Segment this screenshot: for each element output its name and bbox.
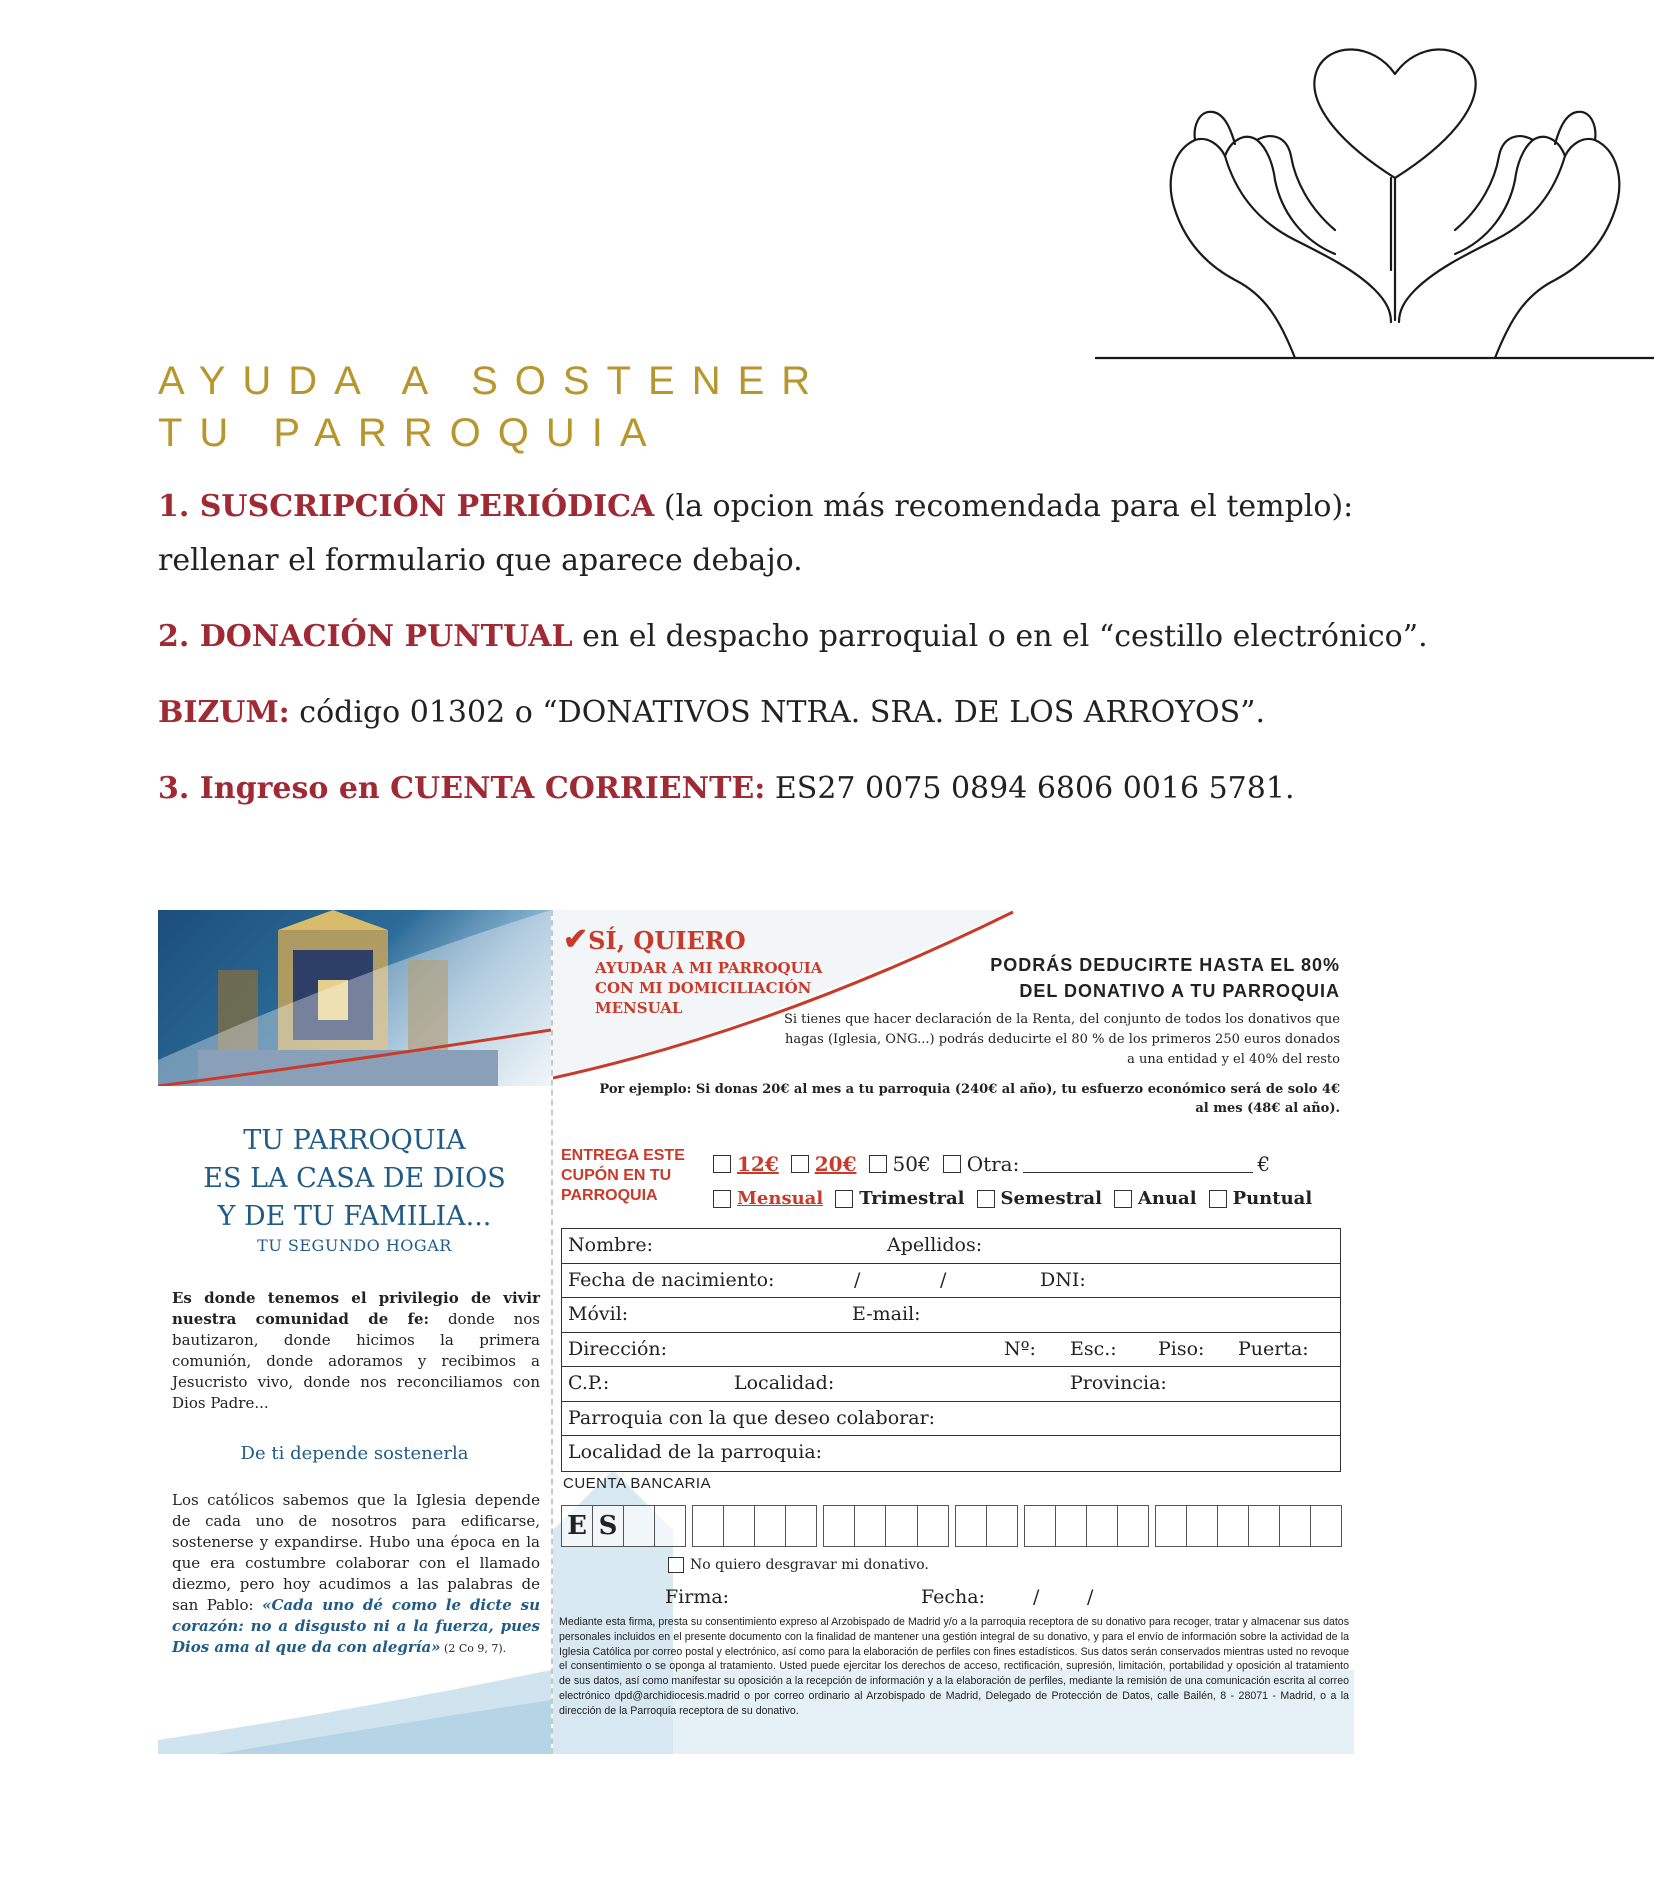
iban-cell[interactable]	[955, 1505, 987, 1547]
yes-i-want-heading	[563, 922, 746, 957]
option-bizum	[158, 686, 1458, 740]
freq-annual-option[interactable]	[1114, 1188, 1197, 1209]
freq-quarterly-label: Trimestral	[859, 1188, 965, 1209]
date-separator: /	[854, 1268, 861, 1291]
freq-monthly-checkbox[interactable]	[713, 1190, 731, 1208]
freq-once-option[interactable]	[1209, 1188, 1313, 1209]
no-tax-deduction-label: No quiero desgravar mi donativo.	[690, 1557, 929, 1573]
amount-other-label: Otra:	[966, 1152, 1020, 1176]
amount-50-option[interactable]	[869, 1152, 931, 1176]
amount-20-option[interactable]	[791, 1152, 857, 1176]
freq-semester-label: Semestral	[1000, 1188, 1102, 1209]
option-one-time	[158, 610, 1458, 664]
amount-12-option[interactable]	[713, 1152, 779, 1176]
amount-other-option[interactable]	[943, 1152, 1270, 1176]
personal-data-form	[561, 1228, 1341, 1472]
amount-12-checkbox[interactable]	[713, 1155, 731, 1173]
option-label: 2. DONACIÓN PUNTUAL	[158, 619, 573, 654]
iban-cell[interactable]	[1217, 1505, 1249, 1547]
escalera-label: Esc.:	[1070, 1337, 1117, 1360]
coupon-title-line: ES LA CASA DE DIOS	[203, 1163, 506, 1194]
amount-50-checkbox[interactable]	[869, 1155, 887, 1173]
amount-options	[713, 1152, 1343, 1176]
heading-line-1: AYUDA A SOSTENER	[158, 359, 828, 403]
coupon-title	[158, 1122, 551, 1236]
freq-annual-label: Anual	[1137, 1188, 1197, 1209]
bank-account-label: CUENTA BANCARIA	[563, 1475, 712, 1492]
iban-cell[interactable]	[1024, 1505, 1056, 1547]
paragraph-text: Los católicos sabemos que la Iglesia depende de cada uno de nosotros para edificarse, sostenerse y expandirse. Hubo una época en la que era costumbre colaborar con el llamado diezmo, pero hoy acudimos a las palabras de san Pablo:	[172, 1491, 540, 1614]
coupon-paragraph-2	[172, 1490, 540, 1659]
option-label: BIZUM:	[158, 695, 290, 730]
tax-deduction-text: Si tienes que hacer declaración de la Renta, del conjunto de todos los donativos que hagas (Iglesia, ONG...) podrás deducirte el 80 % de los primeros 250 euros donados a una entidad y el 40% del resto	[783, 1012, 1340, 1067]
deduction-line: PODRÁS DEDUCIRTE HASTA EL 80%	[990, 955, 1340, 975]
freq-quarterly-checkbox[interactable]	[835, 1190, 853, 1208]
amount-12-label: 12€	[737, 1152, 779, 1176]
iban-cell[interactable]	[917, 1505, 949, 1547]
option-text: en el despacho parroquial o en el “cestillo electrónico”.	[572, 619, 1428, 654]
iban-cell[interactable]	[986, 1505, 1018, 1547]
amount-20-checkbox[interactable]	[791, 1155, 809, 1173]
freq-monthly-option[interactable]	[713, 1188, 823, 1209]
amount-other-checkbox[interactable]	[943, 1155, 961, 1173]
iban-cell[interactable]	[1186, 1505, 1218, 1547]
freq-monthly-label: Mensual	[737, 1188, 824, 1209]
iban-cell[interactable]	[1248, 1505, 1280, 1547]
frequency-options	[713, 1188, 1353, 1209]
donation-options	[158, 480, 1458, 838]
deduction-line: DEL DONATIVO A TU PARROQUIA	[1019, 981, 1340, 1001]
iban-cell[interactable]	[692, 1505, 724, 1547]
form-row-phone-email[interactable]	[562, 1298, 1340, 1333]
coupon-right-panel	[553, 910, 1354, 1754]
option-bank-account	[158, 762, 1458, 816]
date-separator: /	[940, 1268, 947, 1291]
iban-cell[interactable]	[1279, 1505, 1311, 1547]
paragraph-text: donde nos bautizaron, donde hicimos la primera comunión, donde adoramos y recibimos a Jesucristo vivo, donde nos reconciliamos con Dios Padre...	[172, 1310, 540, 1412]
paragraph-bold: Es donde tenemos el privilegio de vivir nuestra comunidad de fe:	[172, 1289, 540, 1328]
freq-once-label: Puntual	[1232, 1188, 1313, 1209]
iban-cell[interactable]	[1310, 1505, 1342, 1547]
iban-cell[interactable]	[823, 1505, 855, 1547]
iban-cell[interactable]	[785, 1505, 817, 1547]
subheading-line: MENSUAL	[595, 999, 683, 1017]
iban-boxes[interactable]	[561, 1505, 1341, 1547]
freq-annual-checkbox[interactable]	[1114, 1190, 1132, 1208]
yes-i-want-subheading	[595, 958, 835, 1018]
numero-label: Nº:	[1004, 1337, 1036, 1360]
currency-label: €	[1257, 1152, 1271, 1176]
provincia-label: Provincia:	[1070, 1372, 1167, 1394]
freq-semester-checkbox[interactable]	[977, 1190, 995, 1208]
legal-consent-text: Mediante esta firma, presta su consentimiento expreso al Arzobispado de Madrid y/o a la parroquia receptora de su donativo para recoger, tratar y almacenar sus datos personales incluidos en el presente documento con la finalidad de mantener una gestión integral de su donativo, y para el envío de información sobre la actividad de la Iglesia Católica por correo postal y electrónico, así como para la elaboración de perfiles con fines estadísticos. Sus datos serán conservados mientras usted no revoque el consentimiento o se oponga al tratamiento. Usted puede ejercitar los derechos de acceso, rectificación, supresión, limitación, portabilidad y oposición al tratamiento de sus datos, así como manifestar su oposición a la recepción de información y a la elaboración de perfiles, mediante la remisión de una comunicación escrita al correo electrónico dpd@archidiocesis.madrid o por correo ordinario al Arzobispado de Madrid, Delegado de Protección de Datos, calle Bailén, 8 - 28071 - Madrid, o a la dirección de la Parroquia receptora de su donativo.	[559, 1616, 1349, 1717]
subheading-line: CON MI DOMICILIACIÓN	[595, 979, 812, 997]
option-label: 3. Ingreso en CUENTA CORRIENTE:	[158, 771, 766, 806]
date-label[interactable]: Fecha:	[921, 1586, 985, 1608]
iban-cell[interactable]	[623, 1505, 655, 1547]
paragraph-citation: (2 Co 9, 7).	[440, 1642, 507, 1655]
no-tax-deduction-checkbox[interactable]	[668, 1557, 684, 1573]
iban-cell[interactable]	[885, 1505, 917, 1547]
email-label: E-mail:	[852, 1303, 921, 1325]
coupon-left-panel	[158, 910, 551, 1754]
coupon-title-line: TU PARROQUIA	[243, 1125, 466, 1156]
apellidos-label: Apellidos:	[887, 1234, 983, 1256]
amount-other-input[interactable]	[1023, 1155, 1253, 1173]
church-altar-photo	[158, 910, 551, 1086]
hands-holding-heart-icon	[1095, 40, 1654, 370]
form-row-parish[interactable]	[562, 1402, 1340, 1437]
coupon-paragraph-1	[172, 1288, 540, 1414]
cp-label: C.P.:	[568, 1372, 610, 1394]
section-heading	[158, 355, 827, 459]
deliver-line: PARROQUIA	[561, 1187, 658, 1204]
paragraph-quote: «Cada uno dé como le dicte su corazón: no a disgusto ni a la fuerza, pues Dios ama al que da con alegría»	[172, 1596, 540, 1656]
tax-deduction-heading	[990, 952, 1340, 1004]
form-row-name[interactable]	[562, 1229, 1340, 1264]
decorative-wave	[158, 1650, 551, 1754]
tax-deduction-example: Por ejemplo: Si donas 20€ al mes a tu parroquia (240€ al año), tu esfuerzo económico será de solo 4€ al mes (48€ al año).	[599, 1082, 1340, 1116]
iban-cell[interactable]	[1117, 1505, 1149, 1547]
iban-cell[interactable]	[1055, 1505, 1087, 1547]
form-row-postal[interactable]	[562, 1367, 1340, 1402]
localidad-label: Localidad:	[734, 1372, 835, 1394]
birthdate-label: Fecha de nacimiento:	[568, 1268, 775, 1291]
localidad-parroquia-label: Localidad de la parroquia:	[568, 1441, 823, 1463]
amount-20-label: 20€	[814, 1152, 857, 1176]
option-label: 1. SUSCRIPCIÓN PERIÓDICA	[158, 489, 655, 524]
coupon-depends-heading: De ti depende sostenerla	[240, 1443, 469, 1464]
form-row-birth-dni[interactable]	[562, 1264, 1340, 1299]
dni-label: DNI:	[1040, 1268, 1086, 1291]
piso-label: Piso:	[1158, 1337, 1205, 1360]
iban-cell[interactable]	[1086, 1505, 1118, 1547]
deliver-line: CUPÓN EN TU	[561, 1167, 672, 1184]
parroquia-label: Parroquia con la que deseo colaborar:	[568, 1406, 936, 1429]
heading-line-2: TU PARROQUIA	[158, 411, 664, 455]
nombre-label: Nombre:	[568, 1234, 653, 1256]
movil-label: Móvil:	[568, 1303, 629, 1325]
iban-cell[interactable]	[1155, 1505, 1187, 1547]
iban-cell[interactable]	[654, 1505, 686, 1547]
option-text: (la opcion más recomendada para el templo): rellenar el formulario que aparece debajo.	[158, 489, 1354, 578]
freq-once-checkbox[interactable]	[1209, 1190, 1227, 1208]
amount-50-label: 50€	[892, 1152, 931, 1176]
coupon-title-line: Y DE TU FAMILIA...	[217, 1201, 492, 1232]
iban-cell[interactable]	[854, 1505, 886, 1547]
option-text: código 01302 o “DONATIVOS NTRA. SRA. DE LOS ARROYOS”.	[289, 695, 1266, 730]
no-tax-deduction-option[interactable]	[668, 1557, 929, 1573]
direccion-label: Dirección:	[568, 1337, 668, 1360]
date-separator: /	[1087, 1586, 1094, 1608]
iban-cell[interactable]: E	[561, 1505, 593, 1547]
deliver-line: ENTREGA ESTE	[561, 1147, 685, 1164]
signature-label[interactable]: Firma:	[665, 1586, 730, 1608]
coupon-subtitle: TU SEGUNDO HOGAR	[257, 1236, 452, 1255]
puerta-label: Puerta:	[1238, 1337, 1309, 1360]
freq-semester-option[interactable]	[977, 1188, 1102, 1209]
form-row-parish-town[interactable]	[562, 1436, 1340, 1471]
deliver-coupon-label	[561, 1146, 701, 1206]
iban-cell[interactable]	[723, 1505, 755, 1547]
date-separator: /	[1033, 1586, 1040, 1608]
iban-cell[interactable]: S	[592, 1505, 624, 1547]
yes-i-want-text: SÍ, QUIERO	[588, 926, 746, 955]
option-subscription	[158, 480, 1458, 588]
subheading-line: AYUDAR A MI PARROQUIA	[595, 959, 823, 977]
donation-coupon	[158, 910, 1354, 1754]
form-row-address[interactable]	[562, 1333, 1340, 1368]
option-text: ES27 0075 0894 6806 0016 5781.	[765, 771, 1295, 806]
checkmark-icon: ✔	[563, 922, 589, 957]
iban-cell[interactable]	[754, 1505, 786, 1547]
freq-quarterly-option[interactable]	[835, 1188, 964, 1209]
